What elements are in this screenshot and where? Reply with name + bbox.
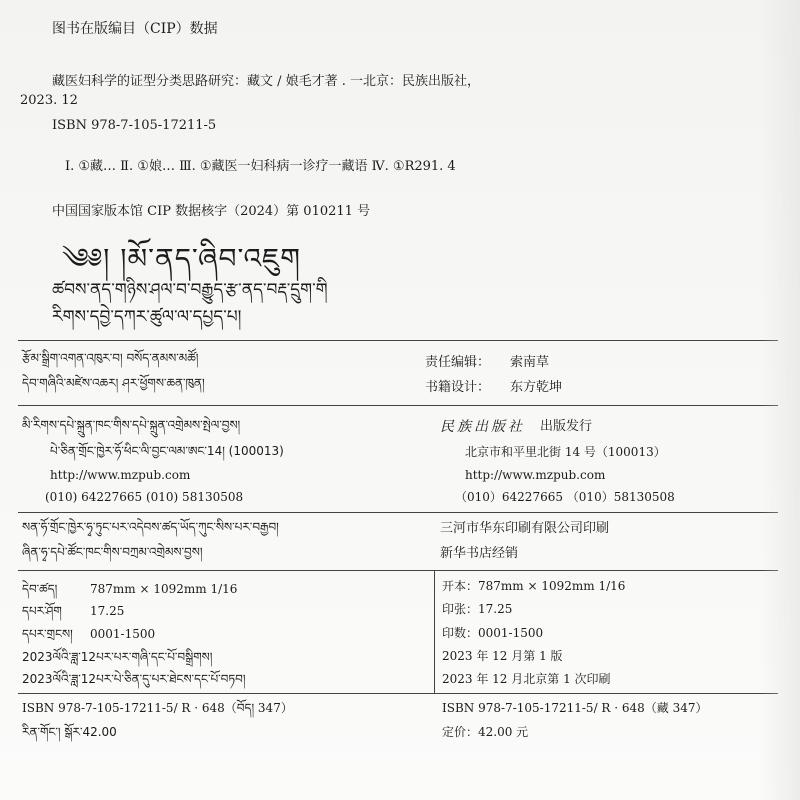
tib-sheets-label: དཔར་ཤོག [22, 604, 62, 618]
tib-sheets: 17.25 [90, 604, 125, 618]
divider-2 [18, 405, 778, 406]
divider-5 [18, 693, 778, 694]
publisher-address: 北京市和平里北街 14 号（100013） [465, 445, 666, 459]
tib-copies: 0001-1500 [90, 627, 156, 641]
tib-price: རིན་གོང་། སྒོར་42.00 [22, 725, 117, 739]
tib-editor: རྩོམ་སྒྲིག་འགན་འཁུར་བ། བསོད་ནམས་མཚོ། [22, 351, 199, 365]
editor-label: 责任编辑： [425, 355, 491, 370]
editor-name: 索南草 [510, 355, 550, 370]
cip-isbn-line: ISBN 978-7-105-17211-5 [52, 118, 217, 133]
divider-4 [18, 570, 778, 571]
publisher-seal: 民族出版社 [440, 419, 525, 435]
publisher-phone: （010）64227665 （010）58130508 [455, 490, 675, 504]
cip-library-line: 中国国家版本馆 CIP 数据核字（2024）第 010211 号 [52, 204, 371, 219]
print: 2023 年 12 月北京第 1 次印刷 [442, 672, 611, 686]
tib-publisher-phone: (010) 64227665 (010) 58130508 [45, 490, 244, 504]
tib-copies-label: དཔར་གྲངས། [22, 627, 73, 641]
tib-distributor: ཞིན་ཧྭ་དཔེ་ཚོང་ཁང་གིས་བཀྲམ་འགྲེམས་བྱས། [22, 545, 203, 559]
isbn: ISBN 978-7-105-17211-5/ R · 648（藏 347） [442, 701, 708, 715]
publisher-label: 出版发行 [540, 419, 593, 434]
vertical-divider [434, 570, 435, 693]
price: 定价：42.00 元 [442, 725, 529, 739]
publisher-url: http://www.mzpub.com [465, 468, 606, 482]
distributor: 新华书店经销 [440, 546, 519, 561]
design-label: 书籍设计： [425, 380, 491, 395]
tib-print: 2023ལོའི་ཟླ་12པར་པེ་ཅིན་དུ་པར་ཐེངས་དང་པོ་བཏབ། [22, 672, 246, 686]
divider-3 [18, 512, 778, 513]
cip-title-line: 藏医妇科学的证型分类思路研究：藏文 / 娘毛才著 . 一北京：民族出版社， [52, 74, 481, 89]
tib-printer: སན་ཧོ་གྲོང་ཁྱེར་ཧྭ་ཏུང་པར་འདེབས་ཚད་ཡོད་ཀུང་སིས་པར་བརྒྱབ། [22, 520, 279, 534]
tib-publisher-address: པེ་ཅིན་གྲོང་ཁྱེར་ཧོ་ཕིང་ལི་བྱང་ལམ་ཨང་14། (100013) [50, 444, 284, 458]
tib-publisher-name: མི་རིགས་དཔེ་སྐྲུན་ཁང་གིས་དཔེ་སྐྲུན་འགྲེམས་སྤེལ་བྱས། [22, 418, 241, 432]
cip-heading: 图书在版编目（CIP）数据 [52, 21, 218, 37]
design-name: 东方乾坤 [510, 380, 563, 395]
tib-publisher-url: http://www.mzpub.com [50, 468, 191, 482]
cip-date-line: 2023. 12 [20, 93, 78, 108]
format: 开本：787mm × 1092mm 1/16 [442, 579, 626, 593]
divider-1 [18, 340, 778, 341]
edition: 2023 年 12 月第 1 版 [442, 649, 563, 663]
page-edge-shadow [760, 0, 800, 800]
tib-edition: 2023ལོའི་ཟླ་12པར་པར་གཞི་དང་པོ་བསྒྲིགས། [22, 650, 213, 664]
sheets: 印张：17.25 [442, 602, 513, 616]
printer: 三河市华东印刷有限公司印刷 [440, 521, 610, 536]
cip-subject-line: Ⅰ. ①藏… Ⅱ. ①娘… Ⅲ. ①藏医一妇科病一诊疗一藏语 Ⅳ. ①R291. 4 [65, 159, 456, 174]
tib-format-label: དེབ་ཚད། [22, 582, 58, 596]
tib-format: 787mm × 1092mm 1/16 [90, 582, 238, 596]
tib-isbn: ISBN 978-7-105-17211-5/ R · 648（བོད། 347） [22, 701, 293, 715]
tibetan-title-line3: རིགས་དབྱེ་དཀར་ཚུལ་ལ་དཔྱད་པ། [52, 307, 242, 327]
copies: 印数：0001-1500 [442, 626, 544, 640]
tibetan-title-line2: ཚབས་ནད་གཉིས་ཤལ་བ་བརྒྱུད་རྩ་ནད་བརྡ་དྲུག་གི [52, 280, 328, 300]
tibetan-title-line1: ༄༅། །མོ་ནད་ཞིབ་འཇུག [62, 242, 301, 275]
tib-design: དེབ་གཞིའི་མཛེས་འཆར། ཤར་ཕྱོགས་ཆན་ཁུན། [22, 376, 205, 390]
